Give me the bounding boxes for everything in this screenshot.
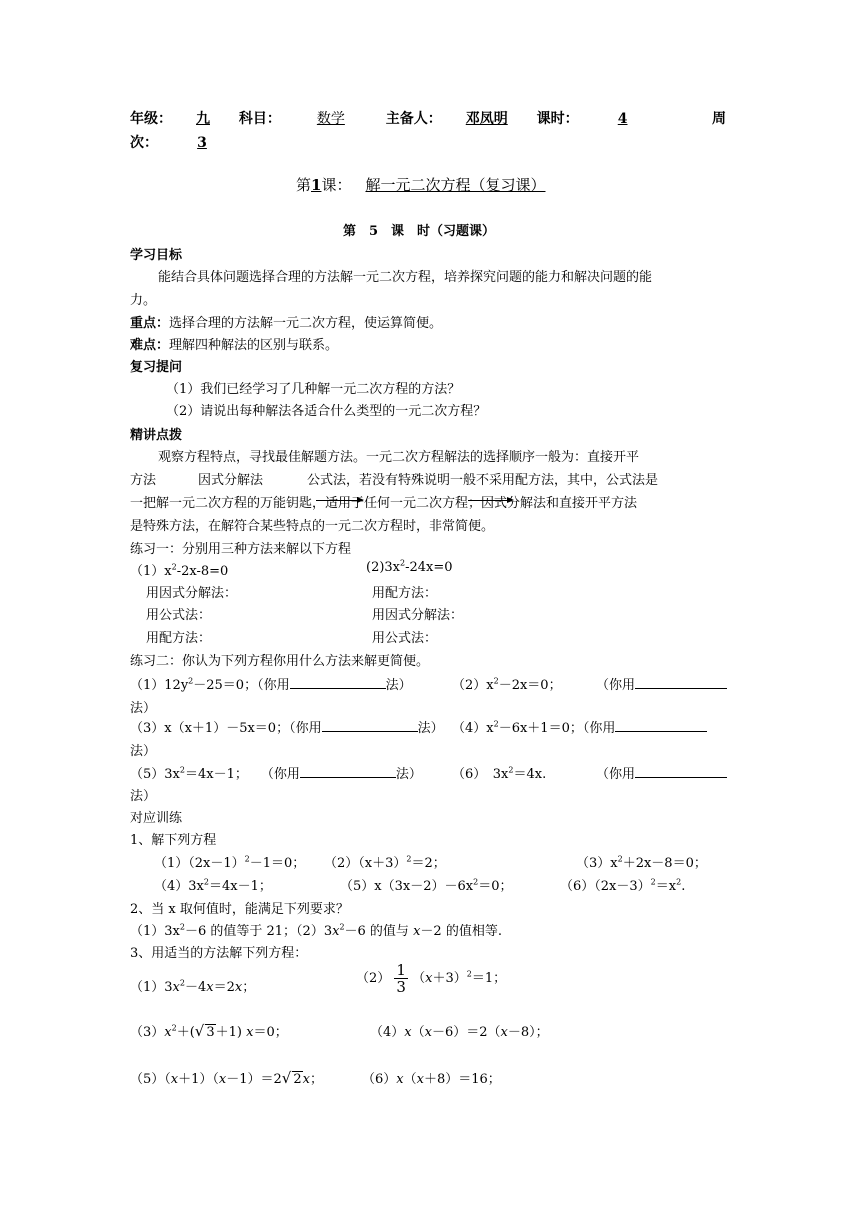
practice1-right-2: 用因式分解法：: [372, 608, 464, 623]
explain-direct: 方法: [130, 473, 157, 488]
practice1-eq1: $(1)x^2-2x-8=0$: [130, 562, 229, 579]
training-q2-1: $(1)3x^2-6$ 的值等于 21；$(2)3x^2-6$ 的值与 x－2 的值相等.: [130, 922, 502, 939]
practice1-left-3: 用配方法：: [146, 631, 212, 646]
goal-text-1: 能结合具体问题选择合理的方法解一元二次方程，培养探究问题的能力和解决问题的能: [158, 270, 653, 285]
explain-line-4: 是特殊方法，在解符合某些特点的一元二次方程时，非常简便。: [130, 519, 495, 534]
lesson-title-text: 解一元二次方程（复习课）: [365, 176, 546, 194]
practice2-heading: 练习二：你认为下列方程你用什么方法来解更简便。: [130, 654, 430, 669]
hours-label: 课时：: [536, 111, 579, 127]
difficulty-label: 难点：: [130, 338, 170, 353]
practice1-left-2: 用公式法：: [146, 608, 212, 623]
training-q2: 2、当 x 取何值时，能满足下列要求？: [130, 902, 349, 917]
explain-factor: 因式分解法: [198, 473, 264, 488]
q3-2-prefix: （2）: [356, 971, 391, 986]
key-text: 选择合理的方法解一元二次方程，使运算简便。: [169, 316, 443, 331]
practice2-item-1: $(1)12y^2-25=0$；（你用 法）: [130, 676, 412, 693]
practice1-heading: 练习一：分别用三种方法来解以下方程: [130, 542, 352, 557]
practice1-right-1: 用配方法：: [372, 586, 438, 601]
training-q1-6: $(6)(2x-3)^2=x^2$.: [560, 877, 686, 894]
explain-heading: 精讲点拨: [130, 428, 183, 443]
arrow-icon: [468, 500, 512, 501]
key-label: 重点：: [130, 316, 170, 331]
preparer-value: 邓凤明: [465, 111, 508, 127]
training-q1-1: $(1)(2x-1)^2-1=0$；: [154, 854, 306, 871]
training-q3-4: （4）x（x－6）＝2（x－8）；: [370, 1025, 549, 1040]
arrow-icon: [316, 500, 362, 501]
training-q1-3: $(3)x^2+2x-8=0$；: [576, 854, 707, 871]
explain-line-1: 观察方程特点，寻找最佳解题方法。一元二次方程解法的选择顺序一般为：直接开平: [158, 450, 640, 465]
training-q1-4: $(4)3x^2=4x-1$；: [154, 877, 272, 894]
fraction-denominator: 3: [396, 978, 406, 996]
practice2-item-6-fa: 法）: [130, 789, 157, 804]
training-q3-5: （5）（x＋1）（x－1）＝2√ 2x；: [130, 1069, 323, 1087]
training-q1-5: $(5)x(3x-2)-6x^2=0$；: [340, 877, 513, 894]
header-line-2: [130, 132, 730, 152]
practice1-right-3: 用公式法：: [372, 631, 438, 646]
period-line: 第 5 课 时（习题课）: [343, 224, 496, 239]
practice2-item-4-fa: 法）: [130, 744, 157, 759]
hours-value: 4: [617, 111, 628, 127]
practice2-item-2-fa: 法）: [130, 701, 157, 716]
explain-formula: 公式法，若没有特殊说明一般不采用配方法，其中，公式法是: [307, 473, 659, 488]
week-label-1: 周: [712, 111, 726, 127]
goal-text-2: 力。: [130, 293, 157, 308]
practice2-item-6-blank: （你用: [596, 763, 727, 782]
practice1-eq2: $(2)3x^2-24x=0$: [366, 558, 453, 575]
key-point: [130, 312, 730, 331]
preparer-label: 主备人：: [385, 111, 442, 127]
header-line: [130, 108, 730, 128]
sqrt-radicand: 3: [206, 1025, 215, 1040]
practice2-item-4: $(4)x^2-6x+1=0$；（你用: [452, 717, 707, 736]
training-heading: 对应训练: [130, 811, 183, 826]
explain-line-3: 一把解一元二次方程的万能钥匙，适用于任何一元二次方程；因式分解法和直接开平方法: [130, 496, 638, 511]
week-label-2: 次：: [130, 135, 158, 151]
training-q1: 1、解下列方程: [130, 833, 217, 848]
sqrt-radicand: 2: [293, 1072, 302, 1087]
lesson-number: 1: [311, 176, 322, 194]
training-q1-2: $(2)(x+3)^2=2$；: [324, 854, 446, 871]
practice2-item-2-blank: （你用: [596, 674, 727, 693]
practice2-item-3: （3）x（x＋1）－5x＝0；（你用 法）: [130, 721, 444, 736]
lesson-title: [296, 174, 625, 195]
practice2-item-2: $(2)x^2-2x=0$；: [452, 676, 562, 693]
review-heading: 复习提问: [130, 360, 183, 375]
training-q3-6: （6）x（x＋8）＝16；: [362, 1072, 501, 1087]
review-question-1: （1）我们已经学习了几种解一元二次方程的方法？: [166, 382, 461, 397]
practice2-item-6: （6） $3x^2=4x$.: [452, 765, 547, 782]
training-q3-1: $(1)3x^2-4x=2x$；: [130, 978, 256, 995]
explain-line-2: [130, 469, 730, 488]
fraction-one-third: [394, 962, 408, 995]
difficulty: [130, 334, 730, 353]
difficulty-text: 理解四种解法的区别与联系。: [169, 338, 339, 353]
fraction-numerator: 1: [396, 961, 406, 979]
training-q3-2: （2） $\frac{1}{3}$ $(x+3)^2=1$；: [356, 961, 507, 996]
practice2-item-5: $(5)3x^2=4x-1$； （你用 法）: [130, 765, 422, 782]
grade-value: 九: [196, 111, 210, 127]
subject-value: 数学: [316, 111, 345, 127]
grade-label: 年级：: [130, 111, 172, 127]
subject-label: 科目：: [238, 111, 281, 127]
training-q3-3: $(3)x^2+(√$ 3＋1) x＝0；: [130, 1022, 288, 1040]
review-question-2: （2）请说出每种解法各适合什么类型的一元二次方程？: [166, 404, 487, 419]
lesson-suffix: 课：: [321, 176, 352, 194]
training-q3: 3、用适当的方法解下列方程：: [130, 946, 308, 961]
practice1-left-1: 用因式分解法：: [146, 586, 238, 601]
goal-heading: 学习目标: [130, 248, 183, 263]
week-value: 3: [197, 135, 207, 151]
lesson-prefix: 第: [296, 176, 312, 194]
